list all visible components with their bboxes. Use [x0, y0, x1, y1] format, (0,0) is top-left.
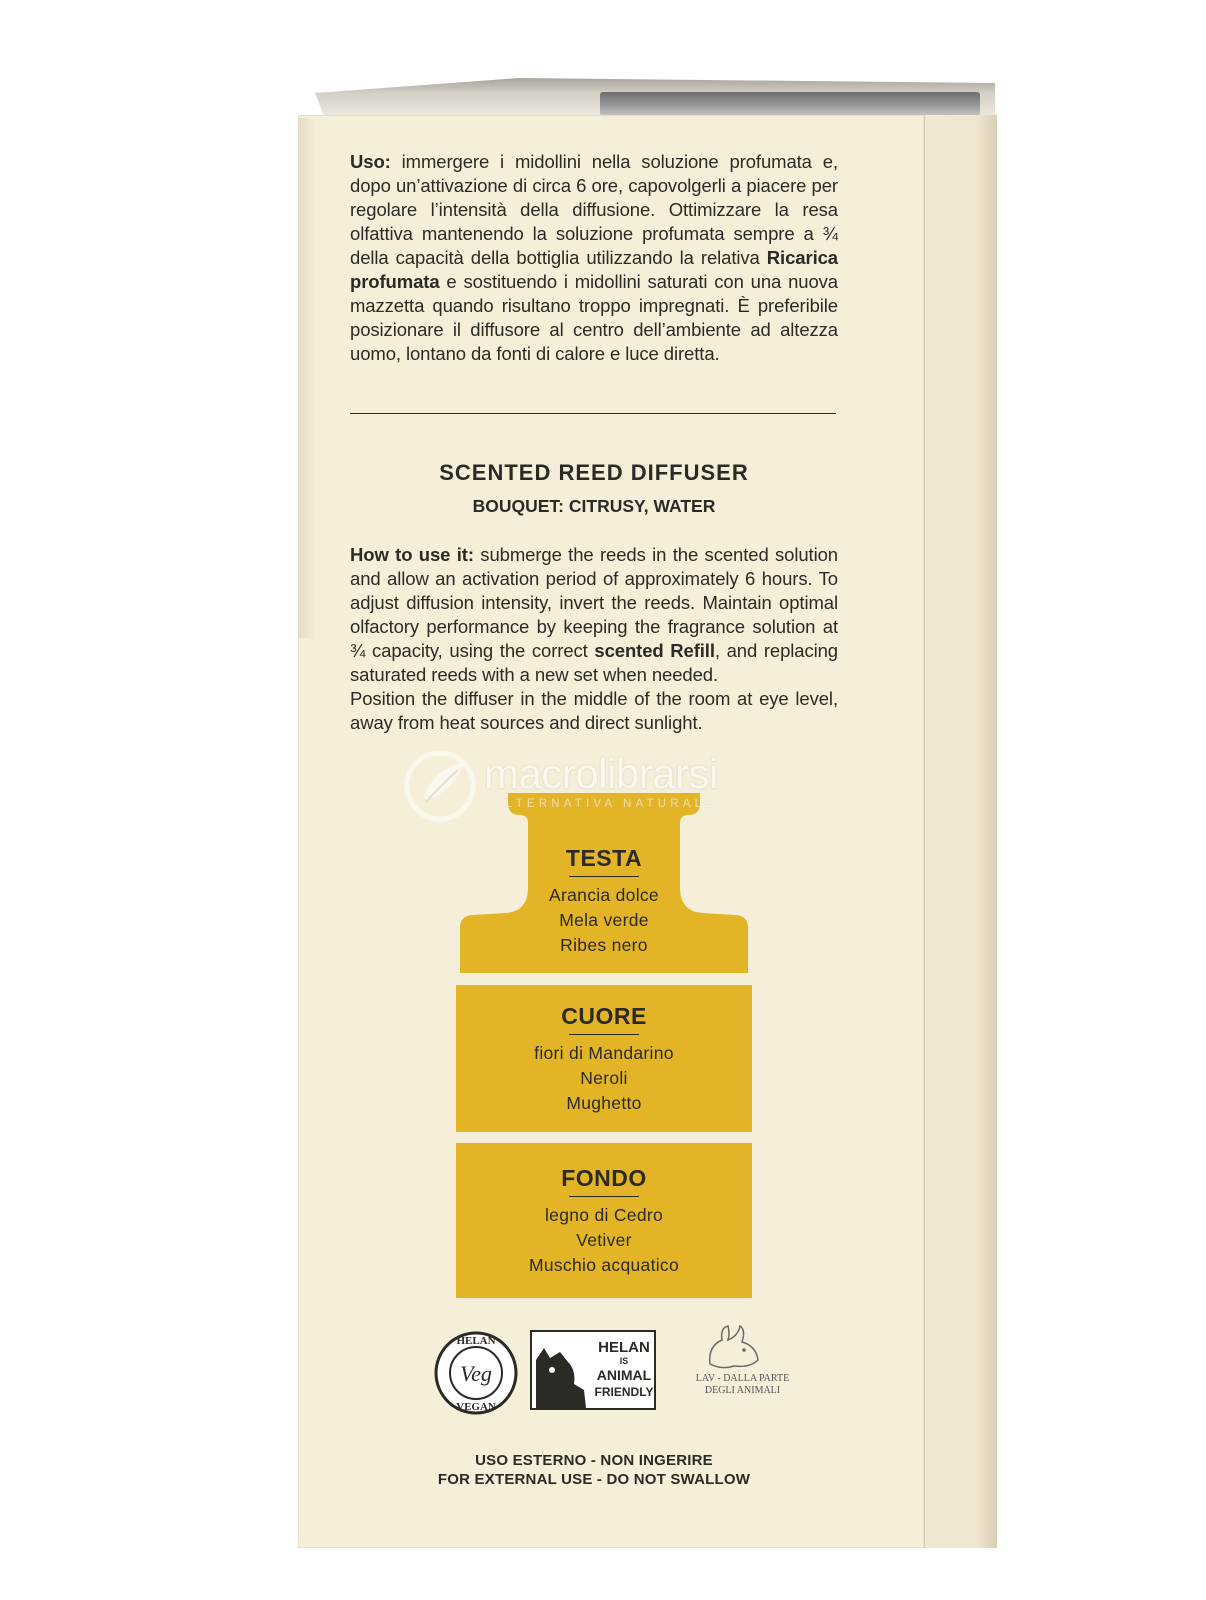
- usage-text-en-2: , and replacing saturated reeds with a new set when needed.: [350, 640, 838, 685]
- box-top-inner-edge: [600, 92, 980, 116]
- animal-logo-line3: ANIMAL: [596, 1367, 652, 1383]
- notes-item: Mughetto: [566, 1093, 642, 1113]
- warning-en: FOR EXTERNAL USE - DO NOT SWALLOW: [437, 1471, 751, 1488]
- vegan-logo-center: Veg: [460, 1361, 492, 1386]
- notes-item: Muschio acquatico: [528, 1255, 680, 1275]
- vegan-logo-top: HELAN: [456, 1335, 496, 1347]
- animal-logo-line1: HELAN: [598, 1339, 650, 1356]
- lav-logo-line2: DEGLI ANIMALI: [704, 1385, 781, 1396]
- usage-paragraph-it: [350, 150, 838, 366]
- animal-logo-line4: FRIENDLY: [594, 1385, 654, 1399]
- box-side-panel: [924, 115, 997, 1548]
- vegan-logo-bottom: VEGAN: [456, 1401, 496, 1413]
- refill-label-it: Ricarica profumata: [350, 247, 838, 292]
- notes-item: Ribes nero: [560, 935, 648, 955]
- lav-rabbit-logo-icon: [680, 1320, 790, 1376]
- bouquet-line: BOUQUET: CITRUSY, WATER: [472, 496, 716, 516]
- animal-logo-line2: IS: [619, 1356, 629, 1366]
- usage-text-en-3: Position the diffuser in the middle of the room at eye level, away from heat sources and direct sunlight.: [350, 688, 838, 733]
- notes-item: Neroli: [580, 1068, 628, 1088]
- notes-section-cuore: [456, 1003, 752, 1116]
- usage-label-en: How to use it:: [350, 544, 474, 565]
- notes-rule: [569, 1196, 639, 1197]
- leaf-logo-icon: [402, 748, 478, 824]
- notes-item: Vetiver: [576, 1230, 632, 1250]
- notes-item: legno di Cedro: [544, 1205, 664, 1225]
- vegan-logo-icon: [432, 1325, 520, 1421]
- section-divider: [350, 413, 836, 414]
- usage-paragraph-en: [350, 543, 838, 735]
- notes-rule: [569, 1034, 639, 1035]
- notes-item: fiori di Mandarino: [534, 1043, 674, 1063]
- notes-heading-testa: TESTA: [565, 845, 643, 871]
- notes-item: Arancia dolce: [549, 885, 659, 905]
- box-left-shadow: [298, 118, 316, 638]
- refill-label-en: scented Refill: [594, 640, 715, 661]
- watermark-name: macrolibrarsi: [484, 750, 718, 797]
- product-title-en: SCENTED REED DIFFUSER: [439, 460, 749, 485]
- watermark: [402, 748, 802, 828]
- usage-label-it: Uso:: [350, 151, 391, 172]
- usage-text-it-1: immergere i midollini nella soluzione profumata e, dopo un’attivazione di circa 6 ore, capovolgerli a piacere per regolare l’intensità della diffusione. Ottimizzare la resa olfattiva mantenendo la soluzione profumata sempre a ¾ della capacità della bottiglia utilizzando la relativa: [350, 151, 838, 268]
- lav-logo-line1: LAV - DALLA PARTE: [695, 1373, 790, 1384]
- lav-logo-text: [690, 1373, 795, 1397]
- notes-section-testa: [456, 845, 752, 958]
- notes-heading-fondo: FONDO: [561, 1165, 647, 1191]
- warning-it: USO ESTERNO - NON INGERIRE: [475, 1452, 713, 1469]
- usage-text-it-2: e sostituendo i midollini saturati con una nuova mazzetta quando risultano troppo impregnati. È preferibile posizionare il diffusore al centro dell’ambiente ad altezza uomo, lontano da fonti di calore e luce diretta.: [350, 271, 838, 364]
- notes-item: Mela verde: [559, 910, 649, 930]
- notes-section-fondo: [456, 1165, 752, 1278]
- animal-friendly-logo-icon: [530, 1330, 656, 1410]
- notes-rule: [569, 876, 639, 877]
- usage-text-en-1: submerge the reeds in the scented solution and allow an activation period of approximately 6 hours. To adjust diffusion intensity, invert the reeds. Maintain optimal olfactory performance by keeping the fragrance solution at ¾ capacity, using the correct: [350, 544, 838, 661]
- notes-heading-cuore: CUORE: [561, 1003, 647, 1029]
- watermark-tagline: ALTERNATIVA NATURALE: [494, 798, 718, 810]
